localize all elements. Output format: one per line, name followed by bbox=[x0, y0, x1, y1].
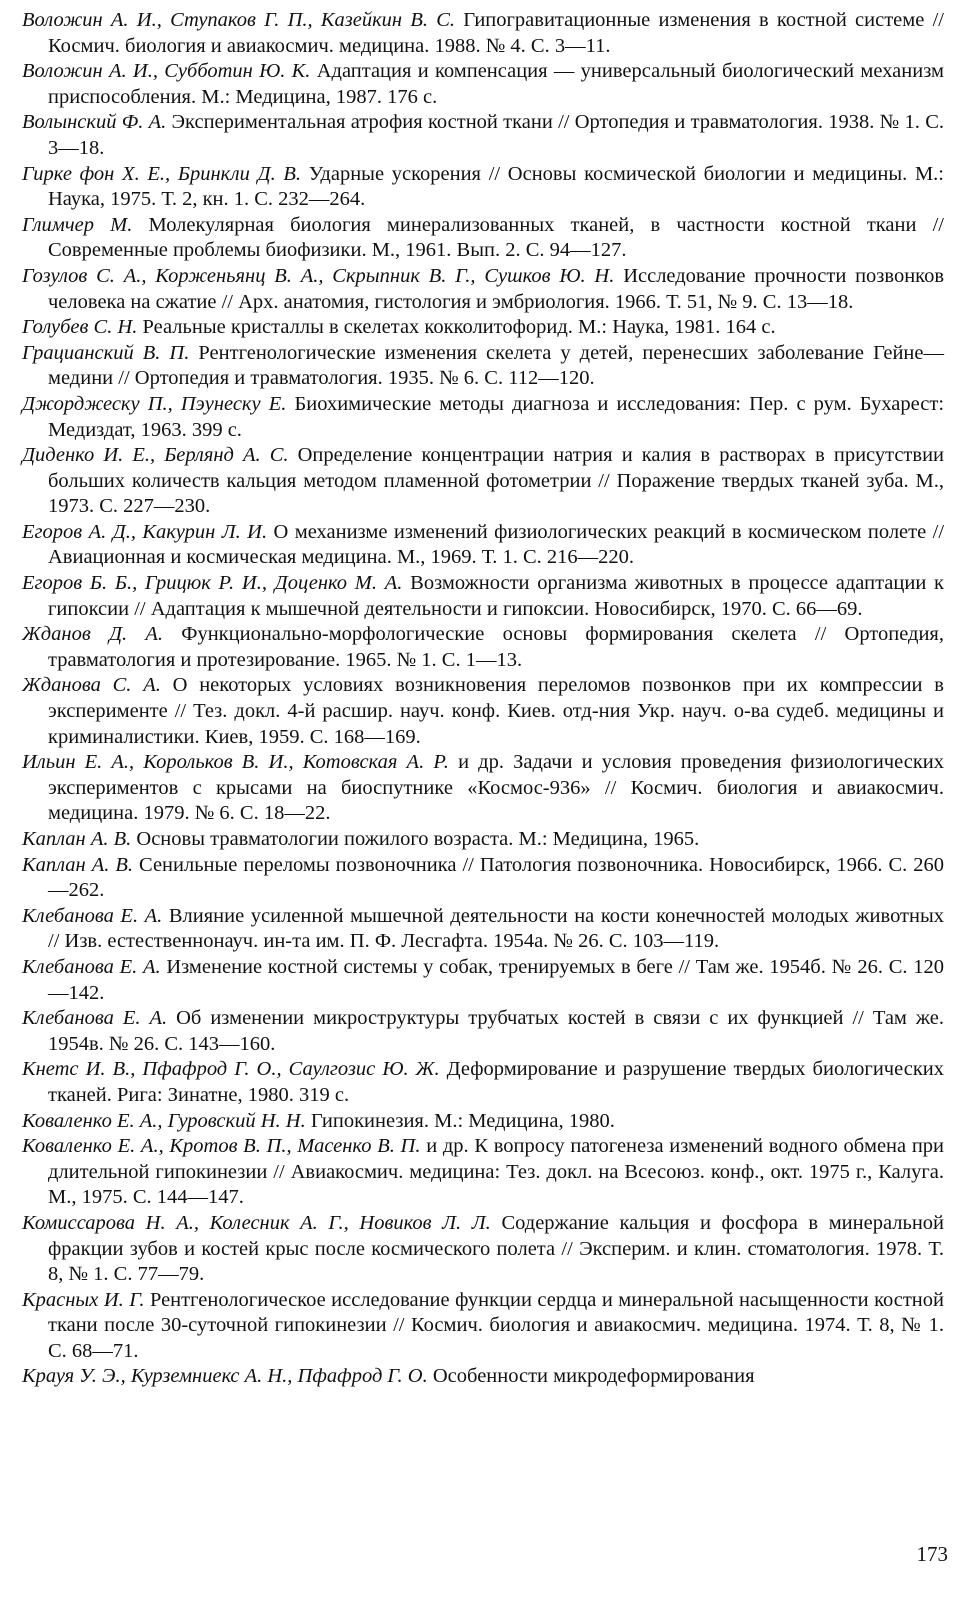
entry-author: Каплан А. В. bbox=[22, 853, 134, 876]
entry-author: Голубев С. Н. bbox=[22, 316, 138, 339]
entry-text: Возможности организма животных в процессе адаптации к гипоксии // Адаптация к мышечной деятельности и гипоксии. Новосибирск, 1970. С. 66—69. bbox=[48, 572, 945, 620]
entry-text: Биохимические методы диагноза и исследования: Пер. с рум. Бухарест: Медиздат, 1963. 399 с. bbox=[48, 392, 945, 441]
entry-author: Каплан А. В. bbox=[22, 828, 132, 850]
entry-author: Коваленко Е. А., Гуровский Н. Н. bbox=[22, 1109, 306, 1132]
bibliography-entry bbox=[22, 1288, 944, 1365]
bibliography-entry bbox=[22, 622, 944, 673]
bibliography-entry bbox=[22, 1109, 944, 1135]
entry-text: Влияние усиленной мышечной деятельности на кости конечностей молодых животных // Изв. естественнонауч. ин-та им. П. Ф. Лесгафта. 1954а. № 26. С. 103—119. bbox=[48, 904, 944, 953]
bibliography-entry bbox=[22, 1057, 944, 1108]
bibliography-entry bbox=[22, 1364, 944, 1390]
entry-text: Рентгенологическое исследование функции сердца и минеральной насыщенности костной ткани после 30-суточной гипокинезии // Космич. биология и авиакосмич. медицина. 1974. Т. 8, № 1. С. 68—71. bbox=[48, 1288, 944, 1362]
entry-text: Содержание кальция и фосфора в минеральной фракции зубов и костей крыс после космического полета // Эксперим. и клин. стоматология. 1978. Т. 8, № 1. С. 77—79. bbox=[48, 1211, 945, 1286]
entry-author: Жданова С. А. bbox=[22, 674, 161, 697]
entry-text: Гипокинезия. М.: Медицина, 1980. bbox=[310, 1109, 615, 1132]
entry-text: Исследование прочности позвонков человека на сжатие // Арх. анатомия, гистология и эмбриология. 1966. Т. 51, № 9. С. 13—18. bbox=[48, 264, 945, 313]
entry-text: Основы травматологии пожилого возраста. М.: Медицина, 1965. bbox=[136, 828, 700, 850]
entry-author: Грацианский В. П. bbox=[22, 341, 190, 364]
bibliography-entry bbox=[22, 853, 944, 904]
entry-text: Функционально-морфологические основы формирования скелета // Ортопедия, травматология и протезирование. 1965. № 1. С. 1—13. bbox=[48, 623, 944, 671]
bibliography-entry bbox=[22, 750, 944, 827]
entry-author: Глимчер М. bbox=[22, 213, 133, 236]
entry-author: Диденко И. Е., Берлянд А. С. bbox=[22, 444, 289, 467]
entry-text: О механизме изменений физиологических реакций в космическом полете // Авиационная и космическая медицина. М., 1969. Т. 1. С. 216—220. bbox=[48, 520, 945, 569]
entry-text: Рентгенологические изменения скелета у детей, перенесших заболевание Гейне—медини // Ортопедия и травматология. 1935. № 6. С. 112—120. bbox=[48, 341, 945, 390]
entry-author: Егоров А. Д., Какурин Л. И. bbox=[22, 520, 268, 543]
entry-text: и др. Задачи и условия проведения физиологических экспериментов с крысами на биоспутнике «Космос-936» // Космич. биология и авиакосмич. медицина. 1979. № 6. С. 18—22. bbox=[48, 751, 944, 825]
entry-author: Красных И. Г. bbox=[22, 1288, 145, 1311]
bibliography-entry bbox=[22, 213, 944, 264]
bibliography-entry bbox=[22, 443, 944, 520]
bibliography-entry bbox=[22, 520, 944, 571]
entry-author: Егоров Б. Б., Грицюк Р. И., Доценко М. А. bbox=[22, 572, 403, 595]
bibliography-entry bbox=[22, 1211, 944, 1288]
entry-text: Деформирование и разрушение твердых биологических тканей. Рига: Зинатне, 1980. 319 с. bbox=[48, 1058, 944, 1106]
bibliography-entry bbox=[22, 8, 944, 59]
entry-author: Коваленко Е. А., Кротов В. П., Масенко В. П. bbox=[22, 1135, 421, 1158]
bibliography-entry bbox=[22, 1006, 944, 1057]
entry-author: Джорджеску П., Пэунеску Е. bbox=[22, 392, 287, 415]
entry-text: Адаптация и компенсация — универсальный биологический механизм приспособления. М.: Медицина, 1987. 176 с. bbox=[48, 60, 944, 108]
bibliography-entry bbox=[22, 955, 944, 1006]
entry-author: Жданов Д. А. bbox=[22, 623, 164, 646]
entry-text: Реальные кристаллы в скелетах кокколитофорид. М.: Наука, 1981. 164 с. bbox=[142, 316, 776, 339]
entry-text: и др. К вопросу патогенеза изменений водного обмена при длительной гипокинезии // Авиакосмич. медицина: Тез. докл. на Всесоюз. конф., окт. 1975 г., Калуга. М., 1975. С. 144—147. bbox=[48, 1135, 945, 1209]
page-number: 173 bbox=[916, 1542, 948, 1566]
bibliography-entry bbox=[22, 1134, 944, 1211]
entry-text: Об изменении микроструктуры трубчатых костей в связи с их функцией // Там же. 1954в. № 26. С. 143—160. bbox=[48, 1007, 944, 1055]
entry-text: О некоторых условиях возникновения переломов позвонков при их компрессии в эксперименте // Тез. докл. 4-й расшир. науч. конф. Киев. отд-ния Укр. науч. о-ва судеб. медицины и криминалистики. Киев, 1959. С. 168—169. bbox=[48, 674, 944, 748]
bibliography-entry bbox=[22, 904, 944, 955]
entry-author: Волынский Ф. А. bbox=[22, 111, 167, 134]
entry-author: Комиссарова Н. А., Колесник А. Г., Новиков Л. Л. bbox=[22, 1211, 491, 1234]
entry-text: Молекулярная биология минерализованных тканей, в частности костной ткани // Современные проблемы биофизики. М., 1961. Вып. 2. С. 94—127. bbox=[48, 213, 945, 262]
entry-text: Гипогравитационные изменения в костной системе // Космич. биология и авиакосмич. медицина. 1988. № 4. С. 3—11. bbox=[48, 9, 944, 57]
bibliography-entry bbox=[22, 341, 944, 392]
bibliography-entry bbox=[22, 571, 944, 622]
entry-text: Определение концентрации натрия и калия в растворах в присутствии больших количеств кальция методом пламенной фотометрии // Поражение твердых тканей зуба. М., 1973. С. 227—230. bbox=[48, 444, 945, 518]
bibliography-entry bbox=[22, 264, 944, 315]
bibliography-entry bbox=[22, 162, 944, 213]
entry-text: Изменение костной системы у собак, тренируемых в беге // Там же. 1954б. № 26. С. 120—142. bbox=[48, 955, 945, 1004]
entry-author: Крауя У. Э., Курземниекс А. Н., Пфафрод Г. О. bbox=[22, 1365, 428, 1388]
entry-author: Клебанова Е. А. bbox=[22, 1007, 168, 1030]
entry-author: Гозулов С. А., Корженьянц В. А., Скрыпник В. Г., Сушков Ю. Н. bbox=[22, 264, 615, 287]
entry-author: Кнетс И. В., Пфафрод Г. О., Саулгозис Ю. Ж. bbox=[22, 1058, 440, 1081]
entry-author: Ильин Е. А., Корольков В. И., Котовская А. Р. bbox=[22, 751, 449, 774]
entry-text: Сенильные переломы позвоночника // Патология позвоночника. Новосибирск, 1966. С. 260—262. bbox=[48, 853, 944, 902]
bibliography-entry bbox=[22, 827, 944, 853]
bibliography-entry bbox=[22, 59, 944, 110]
bibliography-entry bbox=[22, 315, 944, 341]
entry-author: Воложин А. И., Субботин Ю. К. bbox=[22, 60, 311, 83]
bibliography-entry bbox=[22, 673, 944, 750]
entry-author: Клебанова Е. А. bbox=[22, 904, 163, 927]
bibliography-entry bbox=[22, 392, 944, 443]
bibliography-list bbox=[22, 8, 944, 1390]
bibliography-entry bbox=[22, 110, 944, 161]
entry-text: Экспериментальная атрофия костной ткани // Ортопедия и травматология. 1938. № 1. С. 3—18. bbox=[48, 111, 944, 159]
entry-text: Особенности микродеформирования bbox=[432, 1365, 755, 1388]
entry-author: Клебанова Е. А. bbox=[22, 955, 161, 978]
entry-author: Гирке фон Х. Е., Бринкли Д. В. bbox=[22, 162, 302, 185]
entry-text: Ударные ускорения // Основы космической биологии и медицины. М.: Наука, 1975. Т. 2, кн. 1. С. 232—264. bbox=[48, 162, 945, 211]
entry-author: Воложин А. И., Ступаков Г. П., Казейкин В. С. bbox=[22, 9, 456, 31]
